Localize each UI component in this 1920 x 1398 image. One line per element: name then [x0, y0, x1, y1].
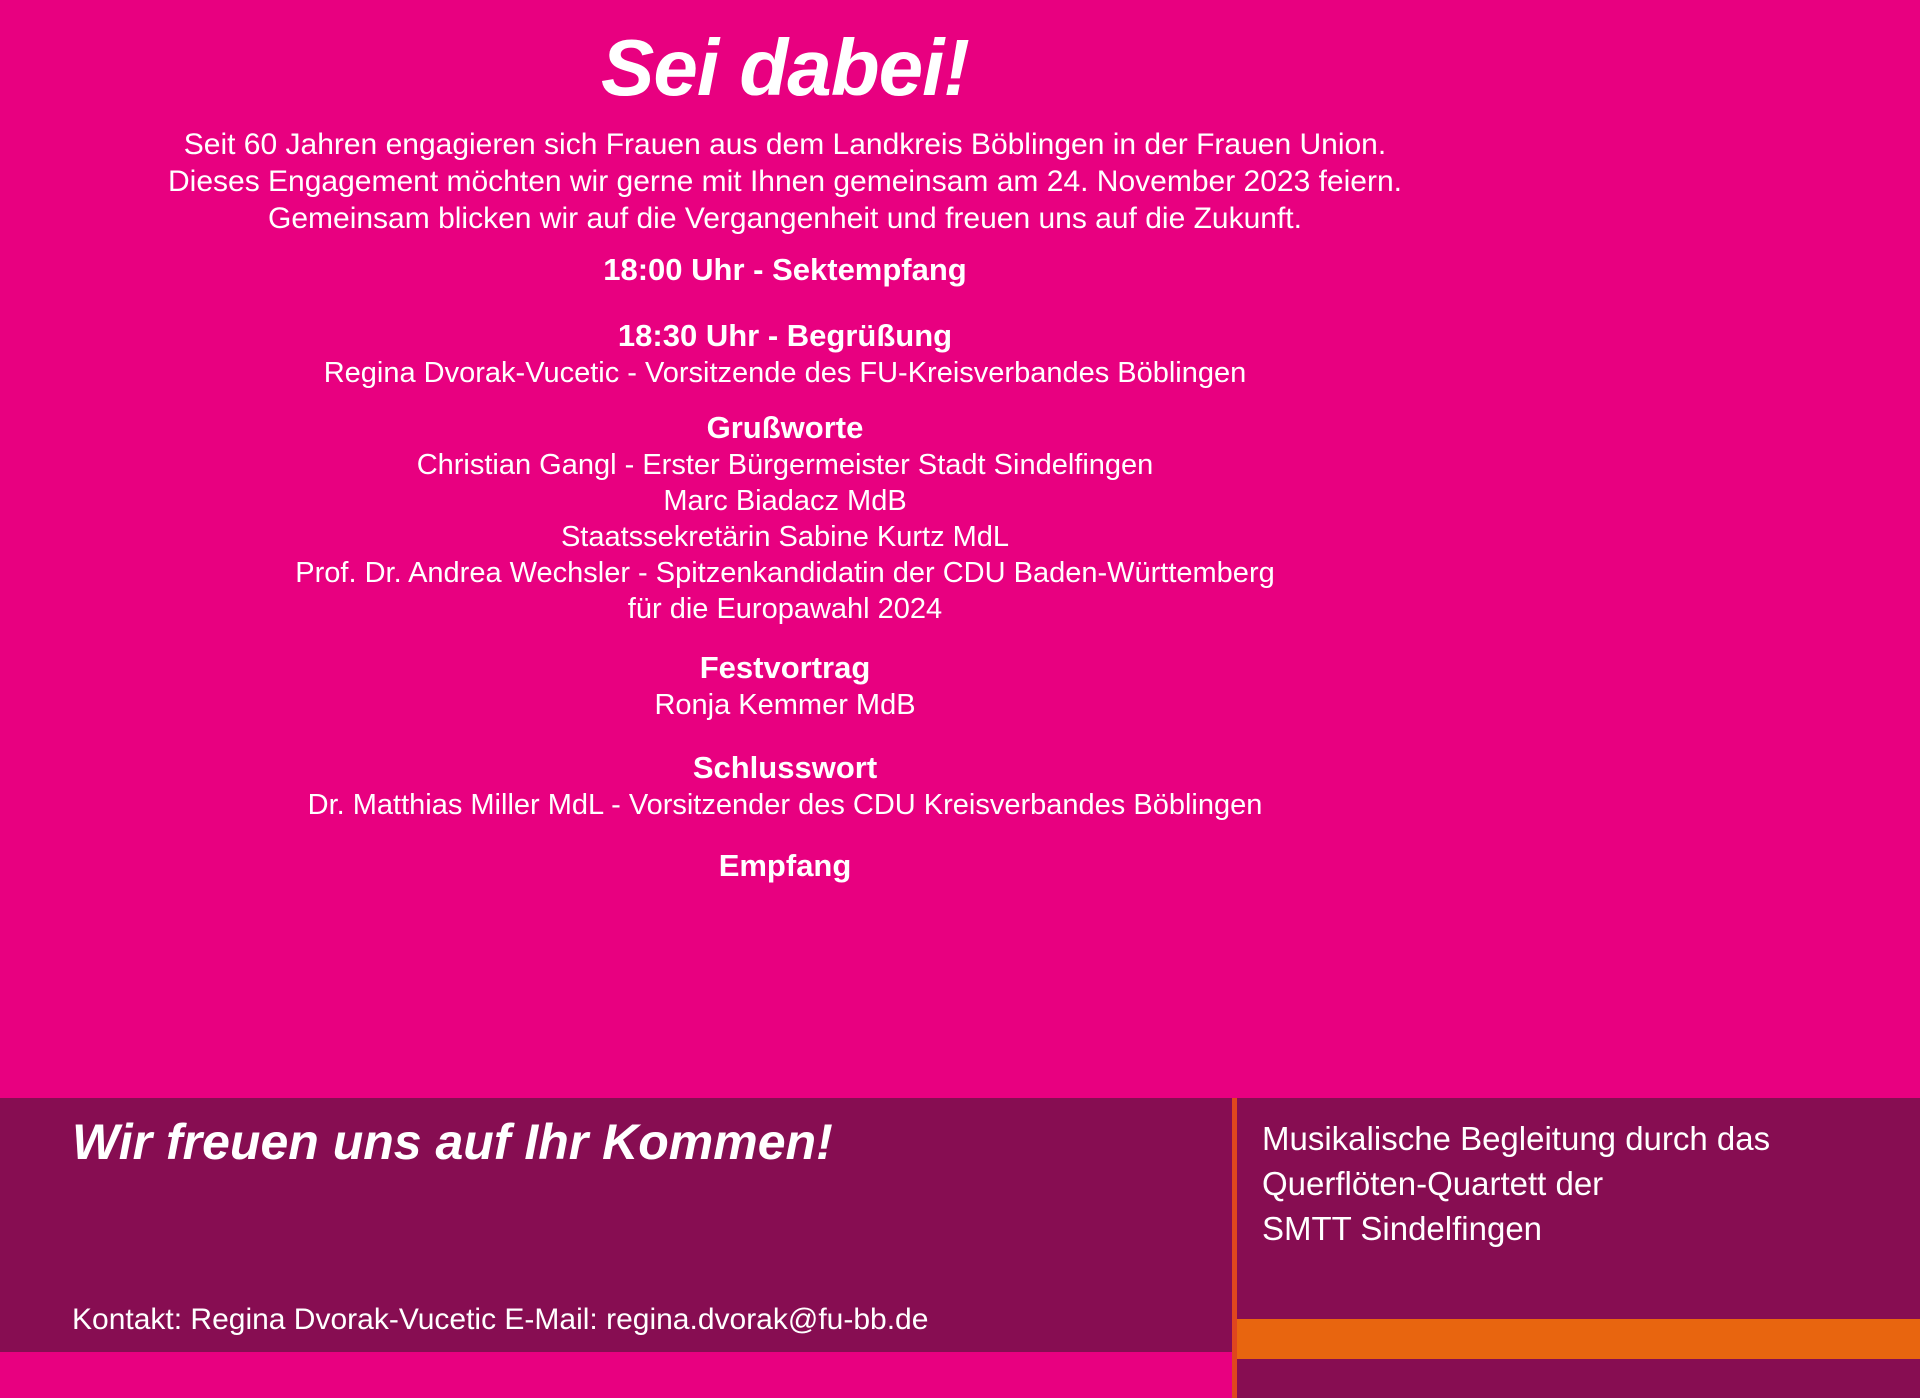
- bottom-right-purple-strip: [1237, 1359, 1920, 1398]
- section-heading: Festvortrag: [699, 650, 871, 685]
- detail-line: Regina Dvorak-Vucetic - Vorsitzende des FU-Kreisverbandes Böblingen: [323, 357, 1247, 389]
- schedule-section-sektempfang: [0, 251, 1570, 289]
- intro-line: Gemeinsam blicken wir auf die Vergangenheit und freuen uns auf die Zukunft.: [268, 202, 1302, 235]
- intro-line: Seit 60 Jahren engagieren sich Frauen aus dem Landkreis Böblingen in der Frauen Union.: [183, 128, 1387, 161]
- schedule-section-festvortrag: [0, 649, 1570, 723]
- schedule-section-begruessung: [0, 317, 1570, 391]
- detail-line: Ronja Kemmer MdB: [654, 689, 916, 721]
- orange-accent-bar: [1237, 1319, 1920, 1359]
- intro-line: Dieses Engagement möchten wir gerne mit Ihnen gemeinsam am 24. November 2023 feiern.: [168, 165, 1402, 198]
- schedule-section-empfang: [0, 847, 1570, 885]
- detail-line: für die Europawahl 2024: [627, 593, 943, 625]
- schedule-section-grussworte: [0, 409, 1570, 627]
- closing-line: Wir freuen uns auf Ihr Kommen!: [72, 1114, 833, 1170]
- section-heading: 18:30 Uhr - Begrüßung: [617, 318, 953, 353]
- music-box: [1237, 1098, 1920, 1319]
- detail-line: Staatssekretärin Sabine Kurtz MdL: [560, 521, 1010, 553]
- music-line: SMTT Sindelfingen: [1262, 1210, 1543, 1247]
- section-heading: Schlusswort: [692, 750, 878, 785]
- event-title: Sei dabei!: [601, 23, 969, 112]
- detail-line: Prof. Dr. Andrea Wechsler - Spitzenkandidatin der CDU Baden-Württemberg: [295, 557, 1275, 589]
- section-heading: Empfang: [718, 848, 852, 883]
- schedule-section-schlusswort: [0, 749, 1570, 823]
- footer-left-band: [0, 1098, 1232, 1352]
- section-heading: Grußworte: [706, 410, 864, 445]
- section-heading: 18:00 Uhr - Sektempfang: [603, 252, 967, 287]
- music-line: Querflöten-Quartett der: [1262, 1165, 1604, 1202]
- detail-line: Marc Biadacz MdB: [663, 485, 907, 517]
- music-line: Musikalische Begleitung durch das: [1262, 1120, 1771, 1157]
- contact-line: Kontakt: Regina Dvorak-Vucetic E-Mail: regina.dvorak@fu-bb.de: [72, 1303, 929, 1336]
- intro-paragraph: [0, 126, 1570, 237]
- detail-line: Christian Gangl - Erster Bürgermeister Stadt Sindelfingen: [416, 449, 1154, 481]
- detail-line: Dr. Matthias Miller MdL - Vorsitzender des CDU Kreisverbandes Böblingen: [307, 789, 1263, 821]
